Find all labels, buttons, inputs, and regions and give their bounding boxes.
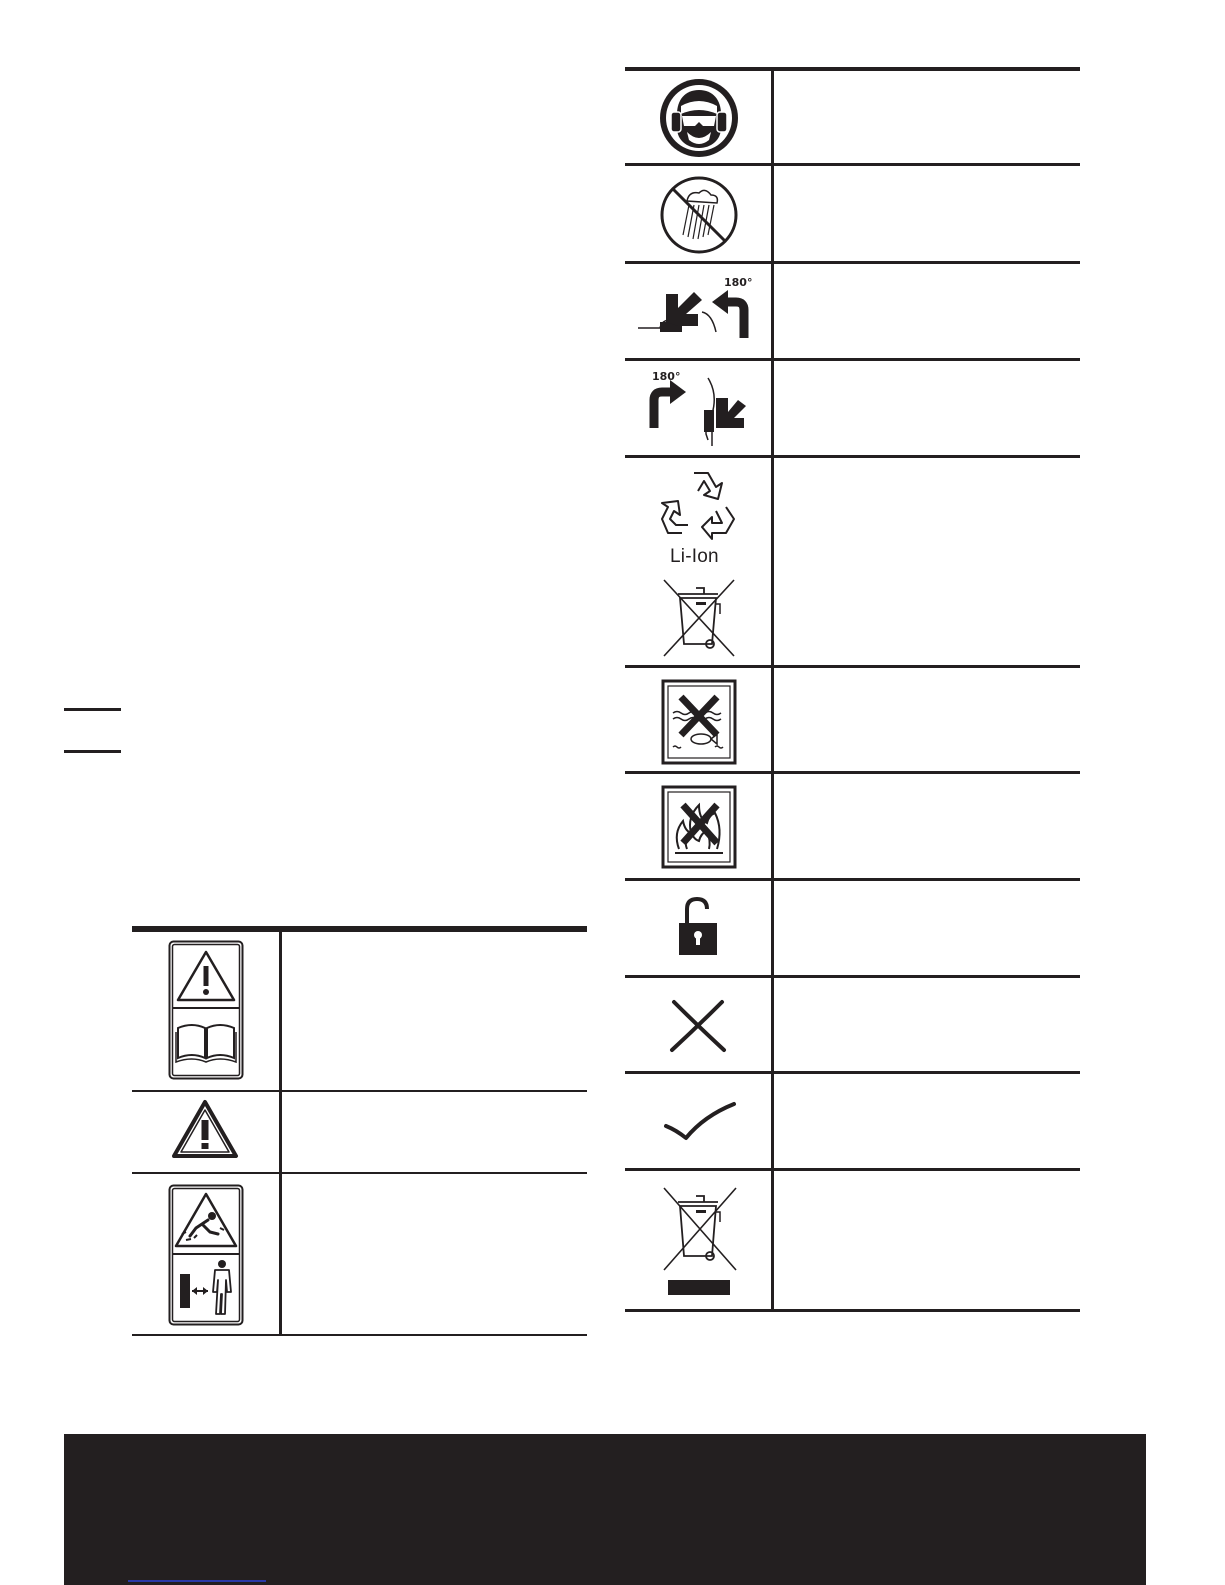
- check-icon: [664, 1102, 736, 1142]
- right-table-row-rule: [625, 975, 1080, 978]
- cross-icon: [668, 998, 728, 1054]
- left-table-row-rule: [132, 1090, 282, 1092]
- right-table-row-rule: [625, 1168, 1080, 1171]
- eye-ear-protection-icon: [659, 78, 739, 158]
- left-table-divider: [279, 926, 282, 1336]
- right-table-row-rule: [625, 665, 1080, 668]
- footer-band: [64, 1434, 1146, 1585]
- right-table-bottom-rule: [625, 1309, 1080, 1312]
- right-table-row-rule: [625, 163, 1080, 166]
- right-table-row-rule: [625, 358, 1080, 361]
- rotate-left-angle-label: 180°: [724, 276, 753, 289]
- weee-crossed-bin-icon: [662, 578, 738, 658]
- warning-triangle-icon: [170, 1098, 240, 1160]
- rotate-right-angle-label: 180°: [652, 370, 681, 383]
- left-dash-2: [64, 750, 121, 753]
- rotate-180-left-icon: [632, 276, 762, 342]
- left-table-row-rule: [132, 1172, 587, 1174]
- li-ion-label: Li-Ion: [670, 546, 719, 567]
- no-rain-icon: [659, 175, 739, 255]
- recycle-li-ion-icon: [660, 467, 740, 543]
- weee-bin-icon: [660, 1186, 740, 1298]
- left-dash-1: [64, 708, 121, 711]
- no-water-disposal-icon: [661, 679, 737, 765]
- thrown-objects-keep-distance-icon: [168, 1184, 244, 1326]
- unlock-icon: [677, 895, 719, 957]
- right-table-row-rule: [625, 771, 1080, 774]
- left-table-top-rule: [132, 926, 587, 932]
- footer-link-underline[interactable]: [128, 1580, 266, 1582]
- right-table-divider: [771, 67, 774, 1312]
- warning-read-manual-icon: [168, 940, 244, 1080]
- right-table-row-rule: [625, 261, 1080, 264]
- right-table-top-rule: [625, 67, 1080, 71]
- left-table-bottom-rule: [132, 1334, 587, 1336]
- right-table-row-rule: [625, 1071, 1080, 1074]
- rotate-180-right-icon: [648, 370, 748, 450]
- right-table-row-rule: [625, 878, 1080, 881]
- no-fire-disposal-icon: [661, 785, 737, 869]
- right-table-row-rule: [625, 455, 1080, 458]
- left-table-row-rule: [279, 1090, 587, 1092]
